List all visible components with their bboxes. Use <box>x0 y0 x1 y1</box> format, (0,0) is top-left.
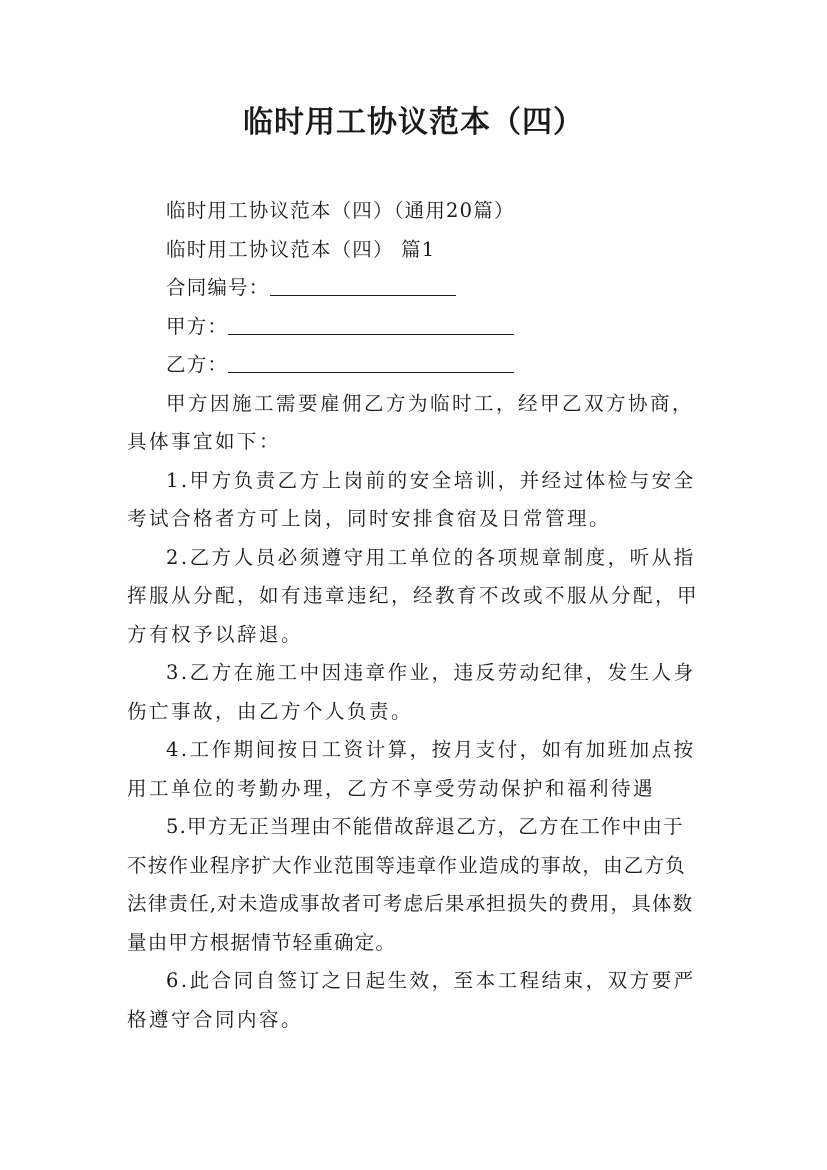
party-a-label: 甲方： <box>166 314 229 338</box>
clause-2: 2.乙方人员必须遵守用工单位的各项规章制度，听从指挥服从分配，如有违章违纪，经教育不改或不服从分配，甲方有权予以辞退。 <box>127 545 700 646</box>
document-subtitle: 临时用工协议范本（四）（通用20篇） <box>166 199 515 222</box>
party-b-blank <box>228 350 514 373</box>
document-title: 临时用工协议范本（四） <box>243 105 584 140</box>
clause-3: 3.乙方在施工中因违章作业，违反劳动纪律，发生人身伤亡事故，由乙方个人负责。 <box>127 661 696 723</box>
intro-paragraph: 甲方因施工需要雇佣乙方为临时工，经甲乙双方协商，具体事宜如下： <box>127 391 695 453</box>
clause-6: 6.此合同自签订之日起生效，至本工程结束，双方要严格遵守合同内容。 <box>127 969 696 1031</box>
contract-number-field <box>127 269 702 308</box>
clause-4: 4.工作期间按日工资计算，按月支付，如有加班加点按用工单位的考勤办理，乙方不享受劳动保护和福利待遇 <box>127 738 696 800</box>
contract-number-blank <box>270 273 456 296</box>
contract-number-label: 合同编号： <box>166 276 270 299</box>
party-a-blank <box>228 312 514 335</box>
document-body <box>127 192 702 1039</box>
clause-1: 1.甲方负责乙方上岗前的安全培训，并经过体检与安全考试合格者方可上岗，同时安排食宿及日常管理。 <box>127 468 696 530</box>
section-heading: 临时用工协议范本（四） 篇1 <box>166 237 436 261</box>
party-a-field <box>127 308 702 347</box>
party-b-label: 乙方： <box>166 353 229 376</box>
clause-5: 5.甲方无正当理由不能借故辞退乙方，乙方在工作中由于不按作业程序扩大作业范围等违章作业造成的事故，由乙方负法律责任,对未造成事故者可考虑后果承担损失的费用，具体数量由甲方根据情节轻重确定。 <box>127 815 694 954</box>
party-b-field <box>127 346 702 385</box>
